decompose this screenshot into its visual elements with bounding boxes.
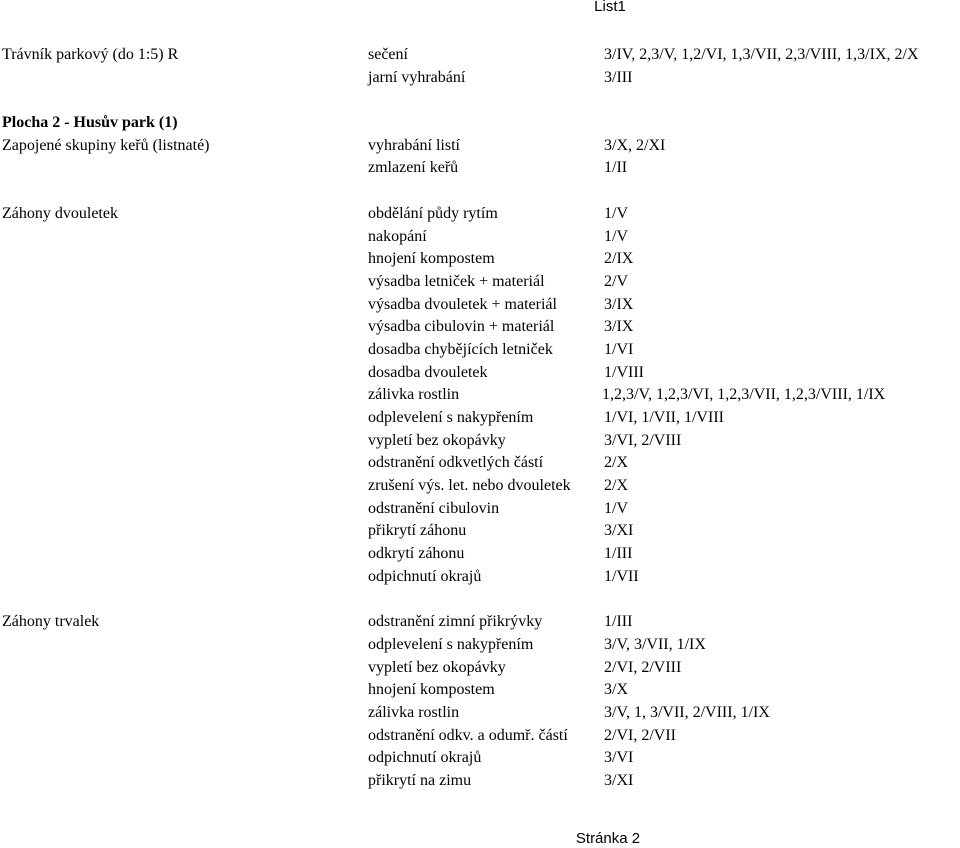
table-row — [0, 770, 960, 793]
schedule-cell: 2/IX — [604, 250, 634, 268]
schedule-cell: 1/III — [604, 613, 633, 631]
schedule-cell: 1,2,3/V, 1,2,3/VI, 1,2,3/VII, 1,2,3/VIII, 1/IX — [602, 386, 886, 404]
task-cell: dosadba chybějících letniček — [368, 340, 553, 358]
schedule-cell: 3/VI, 2/VIII — [604, 431, 682, 449]
schedule-cell: 3/IV, 2,3/V, 1,2/VI, 1,3/VII, 2,3/VIII, 1,3/IX, 2/X — [604, 46, 919, 63]
task-cell: odstranění zimní přikrývky — [368, 613, 543, 631]
task-cell: vypletí bez okopávky — [368, 658, 506, 676]
task-cell: výsadba letniček + materiál — [368, 272, 545, 290]
table-row — [0, 407, 960, 430]
table-row — [0, 44, 960, 67]
blank-row — [0, 180, 960, 203]
table-row — [0, 316, 960, 339]
schedule-cell: 1/V — [604, 204, 628, 222]
table-row — [0, 157, 960, 180]
schedule-cell: 1/VI, 1/VII, 1/VIII — [604, 409, 724, 426]
table-row — [0, 452, 960, 475]
schedule-cell: 1/II — [604, 159, 628, 177]
table-row — [0, 294, 960, 317]
task-cell: vyhrabání listí — [368, 136, 460, 154]
schedule-cell: 3/X, 2/XI — [604, 136, 666, 154]
area-cell: Záhony dvouletek — [2, 204, 118, 222]
schedule-cell: 1/VIII — [604, 363, 644, 381]
task-cell: odpichnutí okrajů — [368, 567, 482, 585]
schedule-cell: 3/III — [604, 68, 633, 86]
task-cell: zrušení výs. let. nebo dvouletek — [368, 477, 571, 495]
table-row — [0, 566, 960, 589]
task-cell: zálivka rostlin — [368, 386, 460, 404]
table-row — [0, 339, 960, 362]
task-cell: výsadba cibulovin + materiál — [368, 318, 555, 336]
task-cell: zálivka rostlin — [368, 703, 460, 721]
task-cell: nakopání — [368, 227, 427, 245]
sheet-name: List1 — [594, 0, 626, 15]
schedule-cell: 3/IX — [604, 318, 634, 336]
task-cell: odkrytí záhonu — [368, 545, 465, 563]
schedule-cell: 2/V — [604, 272, 628, 290]
table-row — [0, 702, 960, 725]
table-row — [0, 679, 960, 702]
table-row — [0, 475, 960, 498]
schedule-cell: 1/VI — [604, 340, 634, 358]
maintenance-table — [0, 44, 960, 793]
table-row — [0, 248, 960, 271]
schedule-cell: 3/IX — [604, 295, 634, 313]
blank-row — [0, 89, 960, 112]
table-row — [0, 362, 960, 385]
schedule-cell: 2/X — [604, 454, 628, 472]
table-row — [0, 384, 960, 407]
task-cell: přikrytí záhonu — [368, 522, 467, 540]
task-cell: výsadba dvouletek + materiál — [368, 295, 557, 313]
table-row — [0, 634, 960, 657]
task-cell: přikrytí na zimu — [368, 772, 472, 789]
table-row — [0, 657, 960, 680]
task-cell: odplevelení s nakypřením — [368, 409, 534, 426]
table-row — [0, 203, 960, 226]
task-cell: odplevelení s nakypřením — [368, 635, 534, 653]
page-number: Stránka 2 — [575, 830, 641, 847]
blank-row — [0, 589, 960, 612]
schedule-cell: 1/III — [604, 545, 633, 563]
table-row — [0, 430, 960, 453]
task-cell: hnojení kompostem — [368, 681, 495, 699]
task-cell: hnojení kompostem — [368, 250, 495, 268]
task-cell: odstranění cibulovin — [368, 499, 500, 517]
task-cell: odstranění odkv. a odumř. částí — [368, 726, 568, 744]
area-cell: Záhony trvalek — [2, 613, 100, 631]
table-row — [0, 543, 960, 566]
schedule-cell: 3/V, 1, 3/VII, 2/VIII, 1/IX — [604, 703, 770, 721]
schedule-cell: 2/X — [604, 477, 628, 495]
task-cell: dosadba dvouletek — [368, 363, 488, 381]
schedule-cell: 1/VII — [604, 567, 639, 585]
task-cell: odpichnutí okrajů — [368, 749, 482, 767]
section-title: Plocha 2 - Husův park (1) — [2, 114, 178, 132]
schedule-cell: 3/XI — [604, 772, 634, 789]
table-row — [0, 112, 960, 135]
table-row — [0, 498, 960, 521]
table-row — [0, 747, 960, 770]
table-row — [0, 67, 960, 90]
task-cell: sečení — [368, 46, 408, 63]
schedule-cell: 1/V — [604, 499, 628, 517]
task-cell: jarní vyhrabání — [368, 68, 466, 86]
table-row — [0, 226, 960, 249]
schedule-cell: 2/VI, 2/VII — [604, 726, 676, 744]
schedule-cell: 3/XI — [604, 522, 634, 540]
schedule-cell: 1/V — [604, 227, 628, 245]
task-cell: odstranění odkvetlých částí — [368, 454, 544, 472]
task-cell: zmlazení keřů — [368, 159, 459, 177]
schedule-cell: 2/VI, 2/VIII — [604, 658, 682, 676]
area-cell: Trávník parkový (do 1:5) R — [2, 46, 179, 63]
area-cell: Zapojené skupiny keřů (listnaté) — [2, 136, 210, 154]
schedule-cell: 3/X — [604, 681, 628, 699]
table-row — [0, 611, 960, 634]
schedule-cell: 3/V, 3/VII, 1/IX — [604, 635, 706, 653]
sheet-header — [0, 0, 960, 15]
task-cell: obdělání půdy rytím — [368, 204, 498, 222]
schedule-cell: 3/VI — [604, 749, 634, 767]
task-cell: vypletí bez okopávky — [368, 431, 506, 449]
table-row — [0, 520, 960, 543]
table-row — [0, 725, 960, 748]
table-row — [0, 271, 960, 294]
page-footer — [0, 831, 960, 847]
table-row — [0, 135, 960, 158]
